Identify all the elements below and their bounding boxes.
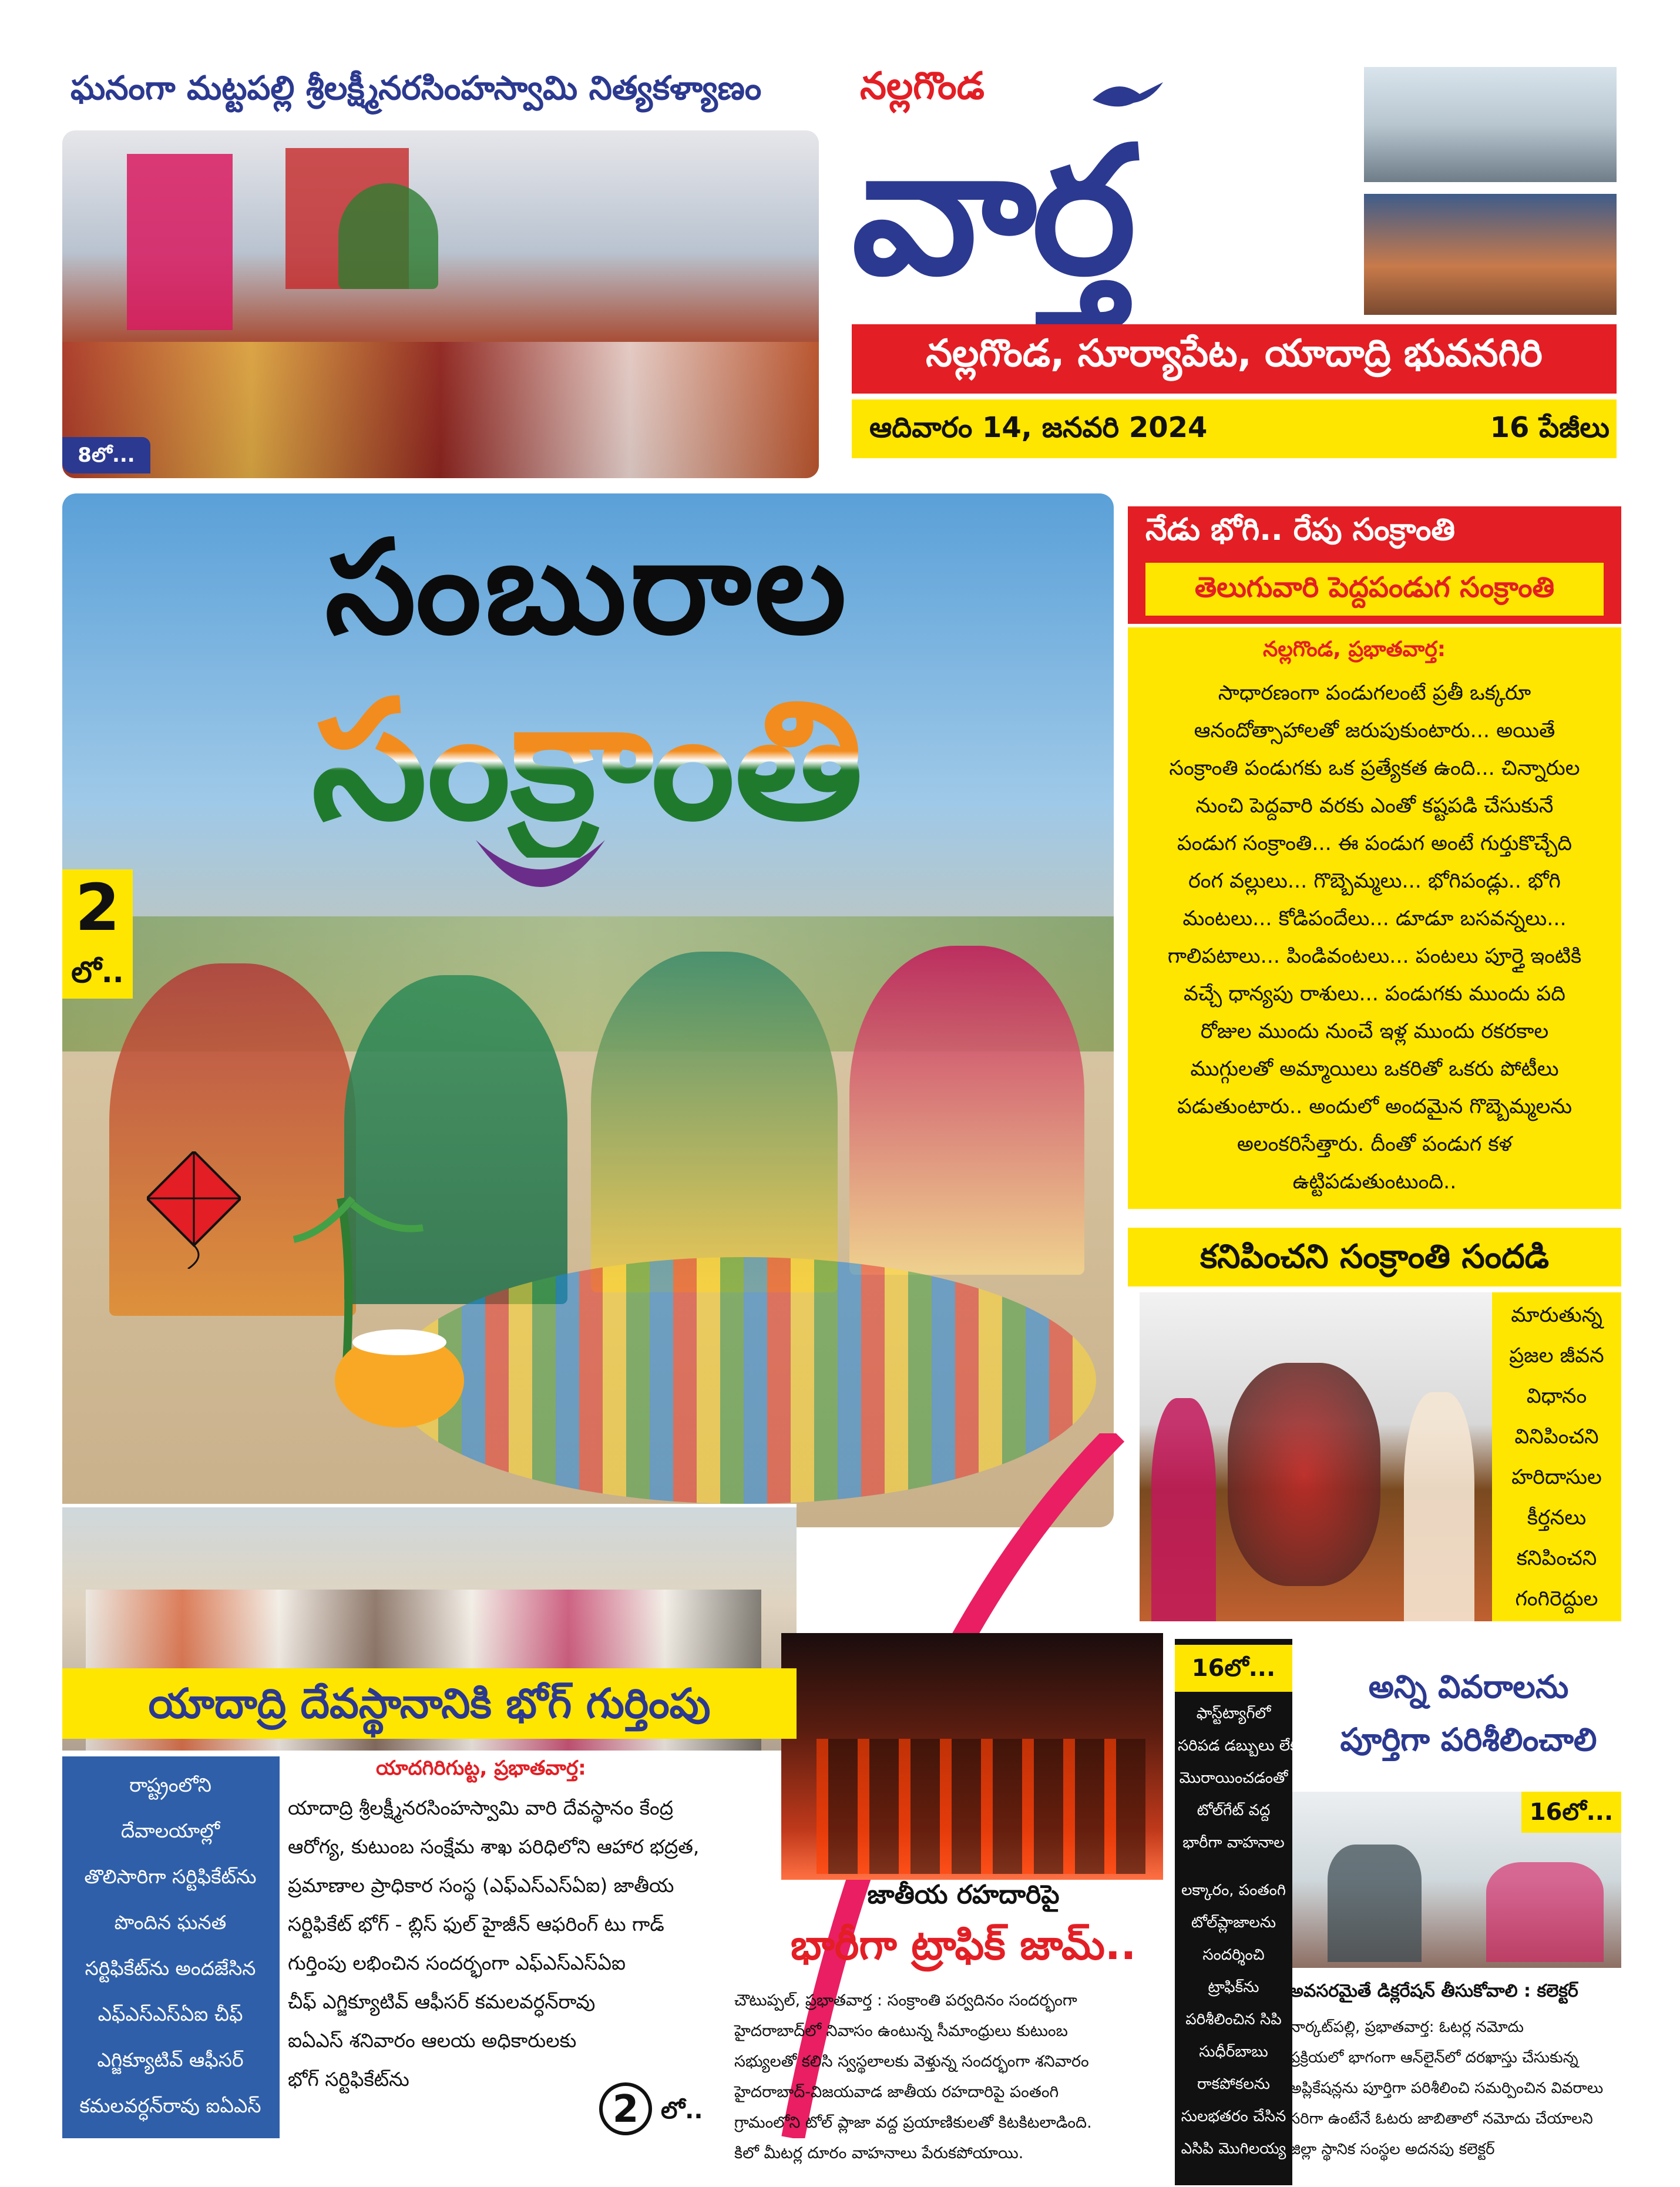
collector-sub: అవసరమైతే డిక్లరేషన్ తీసుకోవాలి : కలెక్టర్ — [1289, 1981, 1578, 2001]
collector-headline-2: పూర్తిగా పరిశీలించాలి — [1340, 1721, 1597, 1758]
temple-jump[interactable]: 8లో... — [62, 437, 150, 473]
traffic-body-line: చౌటుప్పల్, ప్రభాతవార్త : సంక్రాంతి పర్వదినం సందర్భంగా — [734, 1991, 1077, 2010]
yadadri-dateline: యాదగిరిగుట్ట, ప్రభాతవార్త: — [376, 1756, 586, 1780]
traffic-body-line: కిలో మీటర్ల దూరం వాహనాలు పేరుకపోయాయి. — [734, 2144, 1024, 2162]
traffic-side — [1178, 1698, 1298, 2185]
sugarcane-pot-icon — [235, 1187, 482, 1433]
sidebar-kicker: నేడు భోగి.. రేపు సంక్రాంతి — [1145, 512, 1456, 547]
yadadri-jump-text[interactable]: లో.. — [661, 2097, 703, 2124]
sidebar-body-line: గాలిపటాలు... పిండివంటలు... పంటలు పూర్తై ఇంటికి — [1167, 945, 1582, 968]
masthead-pages: 16 పేజీలు — [1490, 411, 1610, 444]
sidebar-body-line: రంగ వల్లులు... గొబ్బెమ్మలు... భోగిపండ్లు.. భోగి — [1188, 869, 1561, 893]
temple-headline: ఘనంగా మట్టపల్లి శ్రీలక్ష్మీనరసింహస్వామి నిత్యకళ్యాణం — [70, 69, 762, 107]
sidebar-body-line: సంక్రాంతి పండుగకు ఒక ప్రత్యేకత ఉంది... చిన్నారుల — [1169, 757, 1580, 780]
traffic-side-line: సుధీర్‌బాబు — [1199, 2043, 1268, 2061]
collector-body-line: ప్రక్రియలో భాగంగా ఆన్‌లైన్‌లో దరఖాస్తు చేసుకున్న — [1289, 2049, 1578, 2067]
deity-decoration — [338, 183, 438, 289]
kite-icon — [147, 1151, 241, 1269]
traffic-side-line: మొరాయించడంతో — [1179, 1769, 1288, 1787]
traffic-side-line: టోల్‌ప్లాజాలను — [1191, 1914, 1276, 1931]
yadadri-body-line: చీఫ్ ఎగ్జిక్యూటివ్ ఆఫీసర్ కమలవర్ధన్‌రావు — [288, 1990, 596, 2013]
sidebar-body-line: సాధారణంగా పండుగలంటే ప్రతీ ఒక్కరూ — [1218, 681, 1531, 705]
gangireddu-label-line: వినిపించని — [1514, 1425, 1599, 1449]
masthead-date: ఆదివారం 14, జనవరి 2024 — [869, 411, 1208, 444]
collector-body — [1289, 2012, 1636, 2176]
yadadri-side-line: కమలవర్ధన్‌రావు ఐఏఎస్ — [79, 2094, 261, 2117]
dam-photo — [1364, 67, 1617, 182]
gangireddu-label-line: హరిదాసుల — [1511, 1466, 1602, 1489]
sidebar-body-line: వచ్చే ధాన్యపు రాశులు... పండుగకు ముందు పది — [1184, 982, 1565, 1006]
hero-jump-number[interactable]: 2 — [62, 869, 133, 946]
traffic-side-line: సరిపడ డబ్బులు లేక — [1178, 1737, 1298, 1755]
sidebar-body-line: పడుతుంటారు.. అందులో అందమైన గొబ్బెమ్మలను — [1177, 1095, 1573, 1118]
yadadri-body-line: ఆరోగ్య, కుటుంబ సంక్షేమ శాఖ పరిధిలోని ఆహార భద్రత, — [288, 1835, 700, 1858]
collector-body-line: జిల్లా స్థానిక సంస్థల అదనపు కలెక్టర్ — [1289, 2141, 1495, 2158]
collector-body-line: అప్లికేషన్లను పూర్తిగా పరిశీలించి సమర్పించిన వివరాలు — [1289, 2080, 1604, 2097]
gangireddu-label-line: విధానం — [1526, 1385, 1587, 1408]
traffic-kicker: జాతీయ రహదారిపై — [867, 1880, 1060, 1910]
masthead-districts: నల్లగొండ, సూర్యాపేట, యాదాద్రి భువనగిరి — [926, 332, 1543, 375]
yadadri-side-line: ఎగ్జిక్యూటివ్ ఆఫీసర్ — [97, 2048, 244, 2071]
sidebar-body-line: నుంచి పెద్దవారి వరకు ఎంతో కష్టపడి చేసుకునే — [1195, 794, 1554, 818]
gangireddu-photo — [1140, 1292, 1492, 1621]
devotees-row — [62, 342, 819, 478]
traffic-side-line: ఎసిపి మొగిలయ్య — [1181, 2140, 1286, 2158]
yadadri-body-line: యాదాద్రి శ్రీలక్ష్మీనరసింహస్వామి వారి దేవస్థానం కేంద్ర — [288, 1796, 674, 1819]
traffic-body-line: గ్రామంలోని టోల్ ప్లాజా వద్ద ప్రయాణికులతో కిటకిటలాడింది. — [734, 2114, 1092, 2132]
traffic-side-line: సులభతరం చేసిన — [1181, 2108, 1286, 2125]
traffic-side-line: సందర్శించి — [1202, 1946, 1265, 1964]
sidebar-body-line: మంటలు... కోడిపందేలు... డూడూ బసవన్నలు... — [1182, 907, 1567, 930]
official-figure — [1328, 1845, 1422, 1962]
gangireddu-label-line: ప్రజల జీవన — [1509, 1344, 1604, 1368]
traffic-side-line: ట్రాఫిక్‌ను — [1208, 1978, 1259, 1996]
traffic-side-line: పరిశీలించిన సిపి — [1185, 2011, 1282, 2028]
sidebar-headline: తెలుగువారి పెద్దపండుగ సంక్రాంతి — [1194, 571, 1555, 604]
gangireddu-label-line: కనిపించని — [1516, 1547, 1597, 1570]
yadadri-body-line: గుర్తింపు లభించిన సందర్భంగా ఎఫ్ఎస్ఎస్ఏఐ — [288, 1951, 626, 1974]
collector-headline-1: అన్ని వివరాలను — [1368, 1668, 1569, 1705]
masthead-edition: నల్లగొండ — [860, 65, 985, 108]
yadadri-body-line: ఐఏఎస్ శనివారం ఆలయ అధికారులకు — [288, 2029, 577, 2052]
yadadri-jump-number[interactable]: 2 — [599, 2082, 652, 2135]
temple-photo — [62, 130, 819, 478]
yadadri-side-line: పొందిన ఘనత — [114, 1911, 227, 1934]
yadadri-body-line: సర్టిఫికేట్ భోగ్ - బ్లిస్ ఫుల్ హైజీన్ ఆఫరింగ్ టు గాడ్ — [288, 1913, 664, 1936]
yadadri-side-line: రాష్ట్రంలోని — [129, 1773, 211, 1796]
traffic-body-line: సభ్యులతో కలిసి స్వస్థలాలకు వెళ్తున్న సందర్భంగా శనివారం — [734, 2052, 1089, 2071]
sidebar-body-line: పండుగ సంక్రాంతి... ఈ పండుగ అంటే గుర్తుకొచ్చేది — [1177, 832, 1573, 855]
yadadri-side-line: తొలిసారిగా సర్టిఫికేట్‌ను — [84, 1865, 257, 1888]
traffic-body — [734, 1986, 1169, 2173]
sidebar-body — [1134, 674, 1615, 1203]
curtain-left — [127, 154, 233, 330]
yadadri-body-line: భోగ్ సర్టిఫికేట్‌ను — [288, 2068, 409, 2091]
staff-figures — [1486, 1862, 1604, 1962]
sidebar-body-line: అలంకరిసేత్తారు. దీంతో పండుగ కళ — [1237, 1133, 1513, 1156]
gangireddu-headline: కనిపించని సంక్రాంతి సందడి — [1128, 1228, 1621, 1286]
crescent-icon — [470, 834, 611, 916]
yadadri-side-line: దేవాలయాల్లో — [120, 1819, 220, 1842]
sidebar-body-line: రోజుల ముందు నుంచే ఇళ్ల ముందు రకరకాల — [1200, 1020, 1549, 1043]
traffic-headline: భారీగా ట్రాఫిక్ జామ్.. — [790, 1921, 1137, 1969]
traffic-jump[interactable]: 16లో... — [1175, 1645, 1292, 1692]
sidebar-dateline: నల్లగొండ, ప్రభాతవార్త: — [1263, 637, 1446, 661]
hero-line1: సంబురాల — [325, 512, 850, 663]
traffic-side-line: లక్కారం, పంతంగి — [1181, 1882, 1286, 1899]
woman-3 — [591, 952, 838, 1292]
hero-line2: సంక్రాంతి — [88, 664, 1087, 858]
traffic-side-line: భారీగా వాహనాల — [1182, 1834, 1285, 1852]
yadadri-body — [288, 1789, 758, 2129]
man-figure — [1404, 1392, 1474, 1621]
gangireddu-label-line: కీర్తనలు — [1527, 1506, 1587, 1530]
masthead-title: వార్త — [852, 109, 1132, 314]
traffic-side-line: ఫాస్ట్‌ట్యాగ్‌లో — [1196, 1705, 1271, 1722]
gangireddu-label-line: మారుతున్న — [1511, 1304, 1602, 1327]
woman-figure — [1151, 1398, 1216, 1621]
sidebar-body-line: ఉట్టిపడుతుంటుంది.. — [1292, 1170, 1457, 1194]
woman-4 — [849, 946, 1084, 1275]
traffic-side-line — [1178, 1859, 1289, 1874]
sidebar-body-line: ఆనందోత్సాహాలతో జరుపుకుంటారు... అయితే — [1194, 719, 1555, 743]
traffic-photo — [781, 1633, 1163, 1880]
yadadri-headline: యాదాద్రి దేవస్థానానికి భోగ్ గుర్తింపు — [62, 1668, 797, 1739]
city-photo — [1364, 194, 1617, 315]
traffic-side-line: టోల్‌గేట్ వద్ద — [1197, 1802, 1271, 1819]
traffic-body-line: హైదరాబాద్-విజయవాడ జాతీయ రహదారిపై పంతంగి — [734, 2083, 1059, 2101]
gangireddu-labels — [1492, 1295, 1621, 1621]
collector-body-line: సరిగా ఉంటేనే ఓటరు జాబితాలో నమోదు చేయాలని — [1289, 2110, 1593, 2128]
traffic-side-line: రాకపోకలను — [1197, 2075, 1271, 2093]
hero-jump-text[interactable]: లో.. — [62, 946, 133, 999]
collector-jump[interactable]: 16లో... — [1521, 1792, 1621, 1833]
yadadri-side — [65, 1762, 276, 2132]
sidebar-body-line: ముగ్గులతో అమ్మాయిలు ఒకరితో ఒకరు పోటీలు — [1190, 1057, 1559, 1081]
yadadri-body-line: ప్రమాణాల ప్రాధికార సంస్థ (ఎఫ్ఎస్ఎస్ఏఐ) జాతీయ — [288, 1874, 674, 1897]
collector-body-line: నార్కట్‌పల్లి, ప్రభాతవార్త: ఓటర్ల నమోదు — [1289, 2018, 1524, 2036]
traffic-body-line: హైదరాబాద్‌లో నివాసం ఉంటున్న సీమాంధ్రులు కుటుంబ — [734, 2022, 1068, 2040]
decorated-bull — [1228, 1363, 1380, 1586]
yadadri-side-line: ఎఫ్ఎస్ఎస్ఏఐ చీఫ్ — [98, 2003, 243, 2025]
car-lights — [817, 1739, 1145, 1874]
yadadri-side-line: సర్టిఫికేట్‌ను అందజేసిన — [85, 1957, 256, 1980]
gangireddu-label-line: గంగిరెద్దుల — [1515, 1587, 1598, 1611]
